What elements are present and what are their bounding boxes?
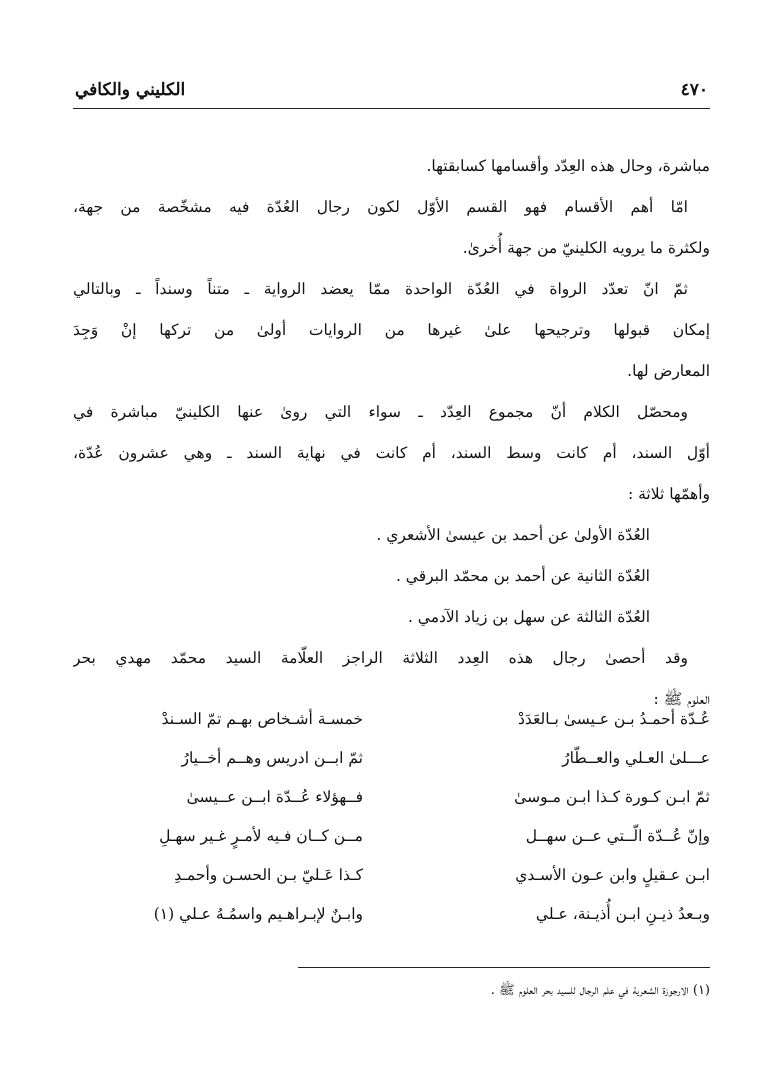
poem-second-hemistich: وابـنٌ لإبـراهـيم واسمُـهُ عـلي (١) <box>153 905 363 923</box>
poem-couplet <box>73 895 710 934</box>
text-line: ومحصّل الكلام أنّ مجموع العِدّد ـ سواء التي روىٰ عنها الكلينيّ مباشرة في <box>73 403 688 421</box>
text-line: امّا أهم الأقسام فهو القسم الأوّل لكون رجال العُدّة فيه مشخّصة من جهة، <box>73 198 688 216</box>
list-item: العُدّة الأولىٰ عن أحمد بن عيسىٰ الأشعري . <box>376 526 650 544</box>
poem-second-hemistich: ثمّ ابــن ادريس وهــم أخــيارُ <box>181 749 363 767</box>
poem-first-hemistich: عُـدّة أحمـدُ بـن عـيسىٰ بـالعَدَدْ <box>518 710 710 728</box>
book-title: الكليني والكافي <box>75 80 186 100</box>
poem-first-hemistich: وبـعدُ ذيـنِ ابـن أُذيـنة، عـلي <box>535 905 710 923</box>
poem-first-hemistich: وإنّ عُــدّة الّــتي عــن سهــل <box>525 827 710 845</box>
header-rule <box>73 108 710 109</box>
text-line: أوّل السند، أم كانت وسط السند، أم كانت في نهاية السند ـ وهي عشرون عُدّة، <box>73 444 710 462</box>
poem-couplet <box>73 739 710 778</box>
text-line: وأهمّها ثلاثة : <box>627 485 710 503</box>
text-line: ثمّ انّ تعدّد الرواة في العُدّة الواحدة ممّا يعضد الرواية ـ متناً وسنداً ـ وبالتالي <box>73 280 688 298</box>
poem-first-hemistich: عـــلىٰ العـلي والعــطّارُ <box>562 749 710 767</box>
text-line: إمكان قبولها وترجيحها علىٰ غيرها من الروايات أولىٰ من تركها إنْ وَجِدَ <box>73 321 710 339</box>
footnote-rule <box>298 967 710 968</box>
poem-couplet <box>73 856 710 895</box>
list-item: العُدّة الثالثة عن سهل بن زياد الآدمي . <box>407 608 650 626</box>
poem-second-hemistich: مــن كــان فـيه لأمـرٍ غـير سهـلِ <box>159 827 363 845</box>
poem-first-hemistich: ابـن عـقيلٍ وابن عـون الأسـدي <box>515 866 710 884</box>
text-line: ولكثرة ما يرويه الكلينيّ من جهة أُخرىٰ. <box>462 239 710 257</box>
poem-second-hemistich: كـذا عَـليّ بـن الحسـن وأحمـدِ <box>174 866 363 884</box>
page-number: ٤٧٠ <box>680 80 708 100</box>
poem-couplet <box>73 700 710 739</box>
poem-second-hemistich: خمسـة أشـخاص بهـم تمّ السـندْ <box>161 710 363 728</box>
footnote: (١) الارجوزة الشعرية في علم الرجال للسيد بحر العلوم ﷺ . <box>490 983 710 998</box>
poem-couplet <box>73 817 710 856</box>
running-header <box>73 76 710 106</box>
poem <box>73 700 710 934</box>
body-text <box>73 146 710 720</box>
text-line: مباشرة، وحال هذه العِدّد وأقسامها كسابقتها. <box>426 157 710 175</box>
list-item: العُدّة الثانية عن أحمد بن محمّد البرقي . <box>395 567 650 585</box>
text-line: وقد أحصىٰ رجال هذه العِدد الثلاثة الراجز العلّامة السيد محمّد مهدي بحر <box>73 649 688 667</box>
poem-second-hemistich: فــهؤلاء عُــدّة ابــن عــيسىٰ <box>186 788 363 806</box>
poem-first-hemistich: ثمّ ابـن كـورة كـذا ابـن مـوسىٰ <box>514 788 710 806</box>
text-line: العلوم ﷺ : <box>653 690 710 708</box>
poem-couplet <box>73 778 710 817</box>
text-line: المعارض لها. <box>627 362 710 380</box>
